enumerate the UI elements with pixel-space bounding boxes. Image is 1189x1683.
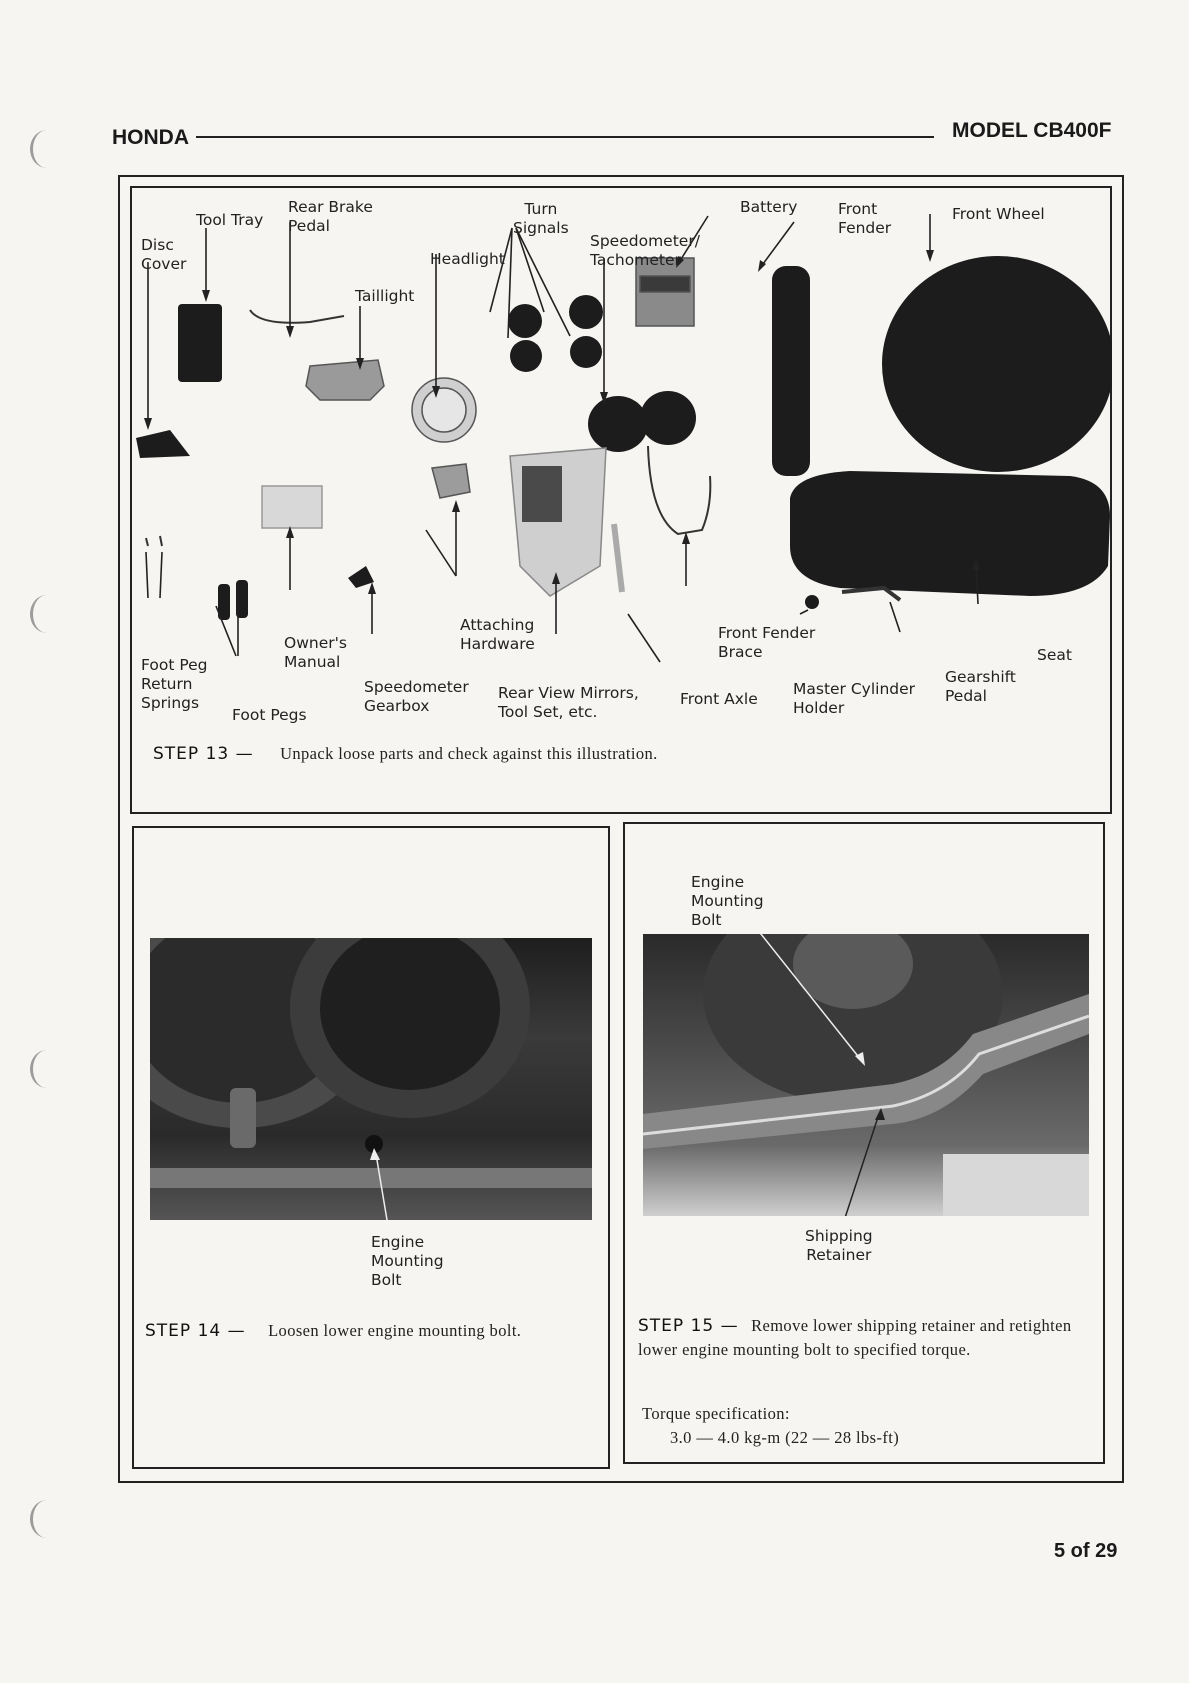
- taillight-part: [306, 360, 384, 400]
- binder-hole: [30, 1050, 63, 1088]
- label-speedometer-tachometer: Speedometer/ Tachometer: [590, 232, 700, 269]
- step13-caption: [153, 744, 1093, 764]
- label-gearshift-pedal: Gearshift Pedal: [945, 668, 1016, 705]
- label-master-cylinder-holder: Master Cylinder Holder: [793, 680, 916, 717]
- label-foot-pegs: Foot Pegs: [232, 706, 307, 724]
- rear-brake-pedal-part: [250, 310, 344, 323]
- label-front-wheel: Front Wheel: [952, 205, 1045, 223]
- label-foot-peg-return-springs: Foot Peg Return Springs: [141, 656, 208, 712]
- label-attaching-hardware: Attaching Hardware: [460, 616, 535, 653]
- step14-label-engine-mounting-bolt: Engine Mounting Bolt: [371, 1233, 444, 1289]
- label-disc-cover: Disc Cover: [141, 236, 187, 273]
- tachometer-part: [640, 391, 696, 445]
- label-speedometer-gearbox: Speedometer Gearbox: [364, 678, 469, 715]
- torque-heading: Torque specification:: [642, 1404, 790, 1423]
- front-fork-part: [772, 266, 810, 476]
- binder-hole: [30, 1500, 63, 1538]
- label-tool-tray: Tool Tray: [196, 211, 264, 229]
- model-header: MODEL CB400F: [952, 119, 1112, 142]
- step15-photo: [643, 934, 1089, 1216]
- master-cylinder-holder-part: [805, 595, 819, 609]
- step15-label-shipping-retainer: Shipping Retainer: [805, 1227, 873, 1264]
- owners-manual-part: [262, 486, 322, 528]
- label-headlight: Headlight: [430, 250, 505, 268]
- step15-label-engine-mounting-bolt: Engine Mounting Bolt: [691, 873, 764, 929]
- label-turn-signals: Turn Signals: [513, 200, 569, 237]
- speedometer-gearbox-part: [348, 566, 374, 588]
- disc-cover-part: [136, 430, 190, 458]
- turn-signal-part: [510, 340, 542, 372]
- label-battery: Battery: [740, 198, 798, 216]
- step13-text: Unpack loose parts and check against this illustration.: [280, 744, 658, 763]
- turn-signal-part: [569, 295, 603, 329]
- page-number: 5 of 29: [1054, 1540, 1118, 1562]
- header-rule: [196, 136, 934, 138]
- step15-caption: [638, 1314, 1094, 1362]
- label-rear-view-mirrors: Rear View Mirrors, Tool Set, etc.: [498, 684, 639, 721]
- label-front-axle: Front Axle: [680, 690, 758, 708]
- speedometer-part: [588, 396, 648, 452]
- brand-header: HONDA: [112, 126, 189, 149]
- turn-signal-part: [570, 336, 602, 368]
- binder-hole: [30, 595, 63, 633]
- tool-tray-part: [178, 304, 222, 382]
- label-rear-brake-pedal: Rear Brake Pedal: [288, 198, 373, 235]
- step15-number: STEP 15 —: [638, 1316, 739, 1336]
- return-spring-part: [146, 536, 162, 546]
- step14-number: STEP 14 —: [145, 1321, 246, 1341]
- step14-text: Loosen lower engine mounting bolt.: [268, 1321, 522, 1340]
- torque-value: 3.0 — 4.0 kg-m (22 — 28 lbs-ft): [670, 1428, 900, 1447]
- step13-number: STEP 13 —: [153, 744, 254, 764]
- label-seat: Seat: [1037, 646, 1072, 664]
- label-front-fender-brace: Front Fender Brace: [718, 624, 816, 661]
- front-wheel-part: [882, 256, 1112, 472]
- front-fender-brace-part: [648, 446, 710, 534]
- seat-part: [790, 471, 1110, 596]
- step14-caption: [145, 1321, 605, 1341]
- attaching-hardware-part: [432, 464, 470, 498]
- front-axle-part: [614, 524, 622, 592]
- step14-photo: [150, 938, 592, 1220]
- binder-hole: [30, 130, 63, 168]
- label-front-fender: Front Fender: [838, 200, 892, 237]
- label-owners-manual: Owner's Manual: [284, 634, 347, 671]
- label-taillight: Taillight: [355, 287, 415, 305]
- step15-text: Remove lower shipping retainer and retighten lower engine mounting bolt to specified torque.: [638, 1316, 1072, 1359]
- turn-signal-part: [508, 304, 542, 338]
